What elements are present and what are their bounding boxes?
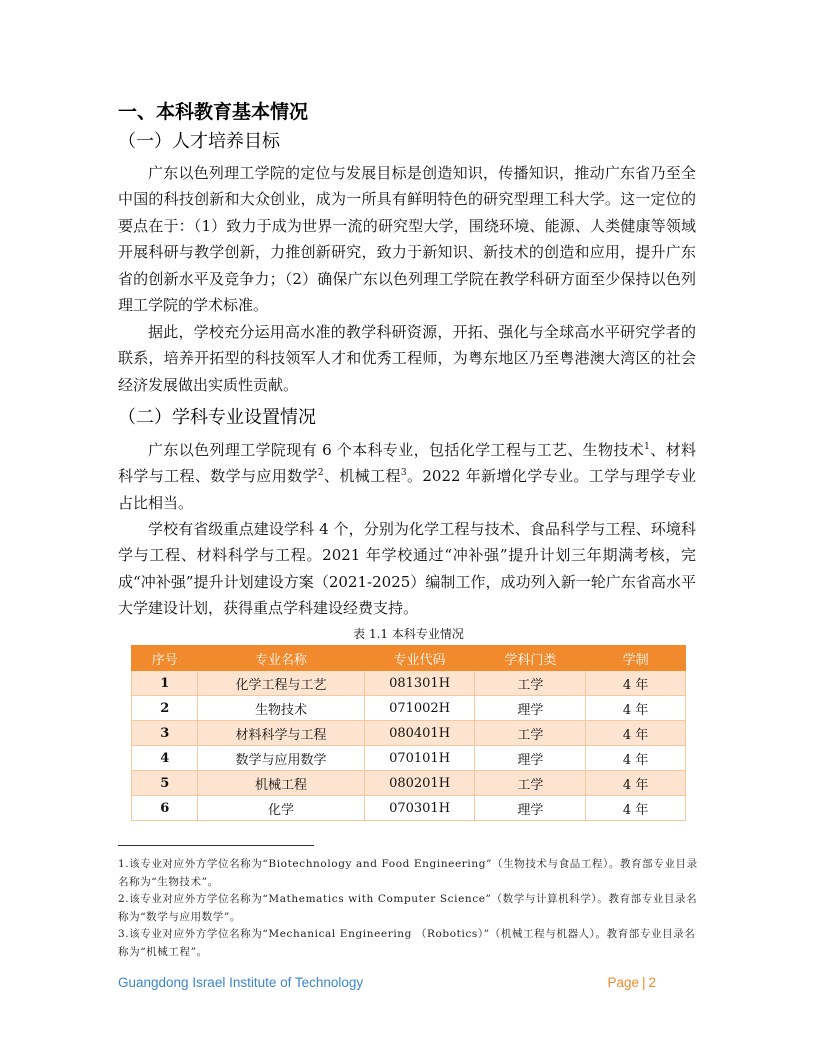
cell-category: 理学 xyxy=(475,746,586,771)
footer-institution: Guangdong Israel Institute of Technology xyxy=(118,975,364,990)
col-header-name: 专业名称 xyxy=(198,646,364,671)
footnote-ref-1[interactable]: 1 xyxy=(644,442,650,452)
cell-duration: 4 年 xyxy=(586,771,686,796)
cell-category: 工学 xyxy=(475,721,586,746)
page-separator: | xyxy=(641,975,646,990)
majors-text-a: 广东以色列理工学院现有 6 个本科专业，包括化学工程与工艺、生物技术 xyxy=(148,441,645,459)
footnote-2: 2.该专业对应外方学位名称为“Mathematics with Computer Science”（数学与计算机科学）。教育部专业目录名称为“数学与应用数学”。 xyxy=(118,893,698,923)
col-header-duration: 学制 xyxy=(586,646,686,671)
cell-category: 理学 xyxy=(475,796,586,821)
page-label: Page xyxy=(607,975,639,990)
footnote-ref-2[interactable]: 2 xyxy=(317,468,324,479)
table-row xyxy=(132,771,686,796)
cell-index: 4 xyxy=(132,746,198,771)
cell-index: 5 xyxy=(132,771,198,796)
cell-name: 生物技术 xyxy=(198,696,364,721)
cell-code: 080201H xyxy=(364,771,475,796)
col-header-code: 专业代码 xyxy=(364,646,475,671)
cell-category: 理学 xyxy=(475,696,586,721)
section-title: 一、本科教育基本情况 xyxy=(118,101,309,123)
cell-code: 081301H xyxy=(364,671,475,696)
table-caption: 表 1.1 本科专业情况 xyxy=(353,627,464,641)
cell-code: 080401H xyxy=(364,721,475,746)
table-row xyxy=(132,671,686,696)
majors-text-c: 、机械工程 xyxy=(323,467,401,486)
cell-category: 工学 xyxy=(475,671,586,696)
table-row xyxy=(132,696,686,721)
table-row xyxy=(132,796,686,821)
majors-text-d: 。2022 年新增化学专业。工学与理学专业占比相当。 xyxy=(118,467,696,512)
footer-page xyxy=(607,975,656,990)
cell-name: 化学工程与工艺 xyxy=(198,671,364,696)
cell-name: 化学 xyxy=(198,796,364,821)
paragraph-majors xyxy=(118,437,696,516)
cell-duration: 4 年 xyxy=(586,721,686,746)
subsection-title-training-goals: （一）人才培养目标 xyxy=(118,131,280,152)
page-number: 2 xyxy=(648,975,656,990)
cell-index: 3 xyxy=(132,721,198,746)
table-row xyxy=(132,721,686,746)
cell-duration: 4 年 xyxy=(586,671,686,696)
cell-code: 071002H xyxy=(364,696,475,721)
footnote-divider xyxy=(118,845,314,846)
cell-index: 6 xyxy=(132,796,198,821)
majors-text-b: 、材料科学与工程、数学与应用数学 xyxy=(118,441,696,486)
cell-name: 材料科学与工程 xyxy=(198,721,364,746)
table-row xyxy=(132,746,686,771)
footnote-1: 1.该专业对应外方学位名称为“Biotechnology and Food Engineering”（生物技术与食品工程）。教育部专业目录名称为“生物技术”。 xyxy=(118,858,698,888)
paragraph-positioning: 广东以色列理工学院的定位与发展目标是创造知识，传播知识，推动广东省乃至全中国的科技创新和大众创业，成为一所具有鲜明特色的研究型理工科大学。这一定位的要点在于：（1）致力于成为世界一流的研究型大学，围绕环境、能源、人类健康等领域开展科研与教学创新，力推创新研究，致力于新知识、新技术的创造和应用，提升广东省的创新水平及竞争力；（2）确保广东以色列理工学院在教学科研方面至少保持以色列理工学院的学术标准。 xyxy=(118,164,696,315)
cell-name: 数学与应用数学 xyxy=(198,746,364,771)
cell-index: 2 xyxy=(132,696,198,721)
paragraph-accordingly: 据此，学校充分运用高水准的教学科研资源，开拓、强化与全球高水平研究学者的联系，培养开拓型的科技领军人才和优秀工程师，为粤东地区乃至粤港澳大湾区的社会经济发展做出实质性贡献。 xyxy=(118,323,696,394)
footnote-3: 3.该专业对应外方学位名称为“Mechanical Engineering （Robotics）”（机械工程与机器人）。教育部专业目录名称为“机械工程”。 xyxy=(118,928,696,958)
paragraph-key-disciplines: 学校有省级重点建设学科 4 个，分别为化学工程与技术、食品科学与工程、环境科学与工程、材料科学与工程。2021 年学校通过“冲补强”提升计划三年期满考核，完成“冲补强”提升计划建设方案（2021-2025）编制工作，成功列入新一轮广东省高水平大学建设计划，获得重点学科建设经费支持。 xyxy=(118,520,696,618)
subsection-title-majors: （二）学科专业设置情况 xyxy=(118,407,316,428)
cell-code: 070101H xyxy=(364,746,475,771)
cell-code: 070301H xyxy=(364,796,475,821)
programs-table xyxy=(131,645,686,821)
cell-duration: 4 年 xyxy=(586,796,686,821)
footnote-ref-3[interactable]: 3 xyxy=(400,468,407,479)
cell-category: 工学 xyxy=(475,771,586,796)
cell-index: 1 xyxy=(132,671,198,696)
col-header-index: 序号 xyxy=(132,646,198,671)
col-header-category: 学科门类 xyxy=(475,646,586,671)
cell-name: 机械工程 xyxy=(198,771,364,796)
cell-duration: 4 年 xyxy=(586,696,686,721)
table-header-row xyxy=(132,646,686,671)
footnotes xyxy=(118,856,698,961)
cell-duration: 4 年 xyxy=(586,746,686,771)
